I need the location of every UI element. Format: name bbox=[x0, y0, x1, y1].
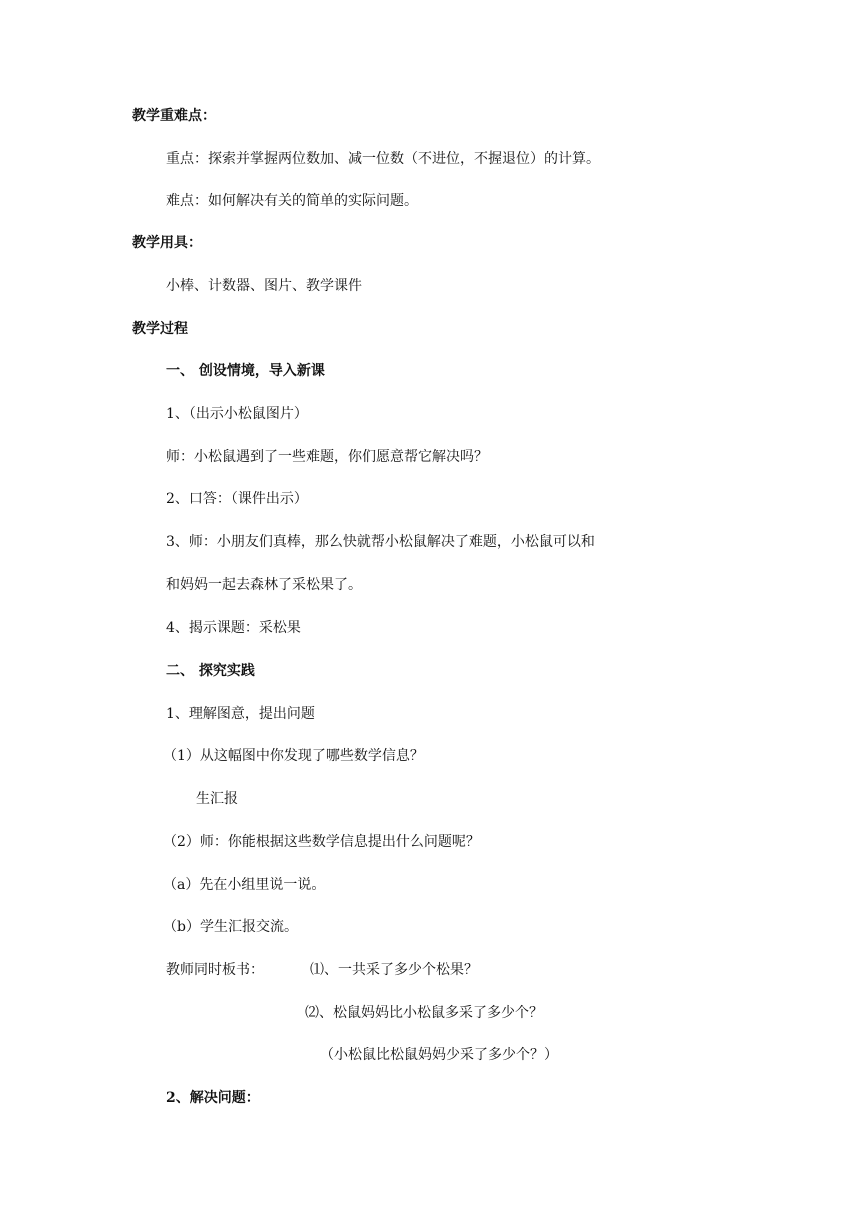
understand-figure-text: 1、理解图意，提出问题 bbox=[166, 706, 315, 722]
heading-teaching-tools: 教学用具： bbox=[132, 235, 202, 251]
board-question-2-alt: （小松鼠比松鼠妈妈少采了多少个？） bbox=[320, 1047, 558, 1063]
question-1-text: （1）从这幅图中你发现了哪些数学信息？ bbox=[163, 748, 424, 764]
student-report-text: 生汇报 bbox=[196, 791, 238, 807]
teaching-tools-text: 小棒、计数器、图片、教学课件 bbox=[166, 278, 362, 294]
sub-step-a-text: （a）先在小组里说一说。 bbox=[163, 877, 326, 893]
heading-key-points: 教学重难点： bbox=[132, 108, 216, 124]
solve-problem-heading: 2、解决问题： bbox=[166, 1090, 260, 1106]
key-point-text: 重点：探索并掌握两位数加、减一位数（不进位，不握退位）的计算。 bbox=[166, 151, 600, 167]
step-4-text: 4、揭示课题：采松果 bbox=[166, 620, 301, 636]
question-2-text: （2）师：你能根据这些数学信息提出什么问题呢？ bbox=[163, 834, 480, 850]
difficult-point-text: 难点：如何解决有关的简单的实际问题。 bbox=[166, 193, 418, 209]
section-one-title: 一、 创设情境，导入新课 bbox=[166, 363, 325, 379]
sub-step-b-text: （b）学生汇报交流。 bbox=[163, 919, 298, 935]
heading-teaching-process: 教学过程 bbox=[132, 321, 188, 337]
board-writing-label: 教师同时板书： bbox=[166, 962, 264, 978]
board-question-2: ⑵、松鼠妈妈比小松鼠多采了多少个？ bbox=[305, 1005, 543, 1021]
teacher-question-text: 师：小松鼠遇到了一些难题，你们愿意帮它解决吗？ bbox=[166, 449, 488, 465]
step-3-text: 3、师：小朋友们真棒，那么快就帮小松鼠解决了难题，小松鼠可以和 bbox=[166, 534, 595, 550]
step-2-text: 2、口答：（课件出示） bbox=[166, 491, 308, 507]
step-1-text: 1、（出示小松鼠图片） bbox=[166, 406, 308, 422]
board-question-1: ⑴、一共采了多少个松果？ bbox=[310, 962, 478, 978]
step-3-continuation: 和妈妈一起去森林了采松果了。 bbox=[166, 577, 362, 593]
section-two-title: 二、 探究实践 bbox=[166, 663, 255, 679]
